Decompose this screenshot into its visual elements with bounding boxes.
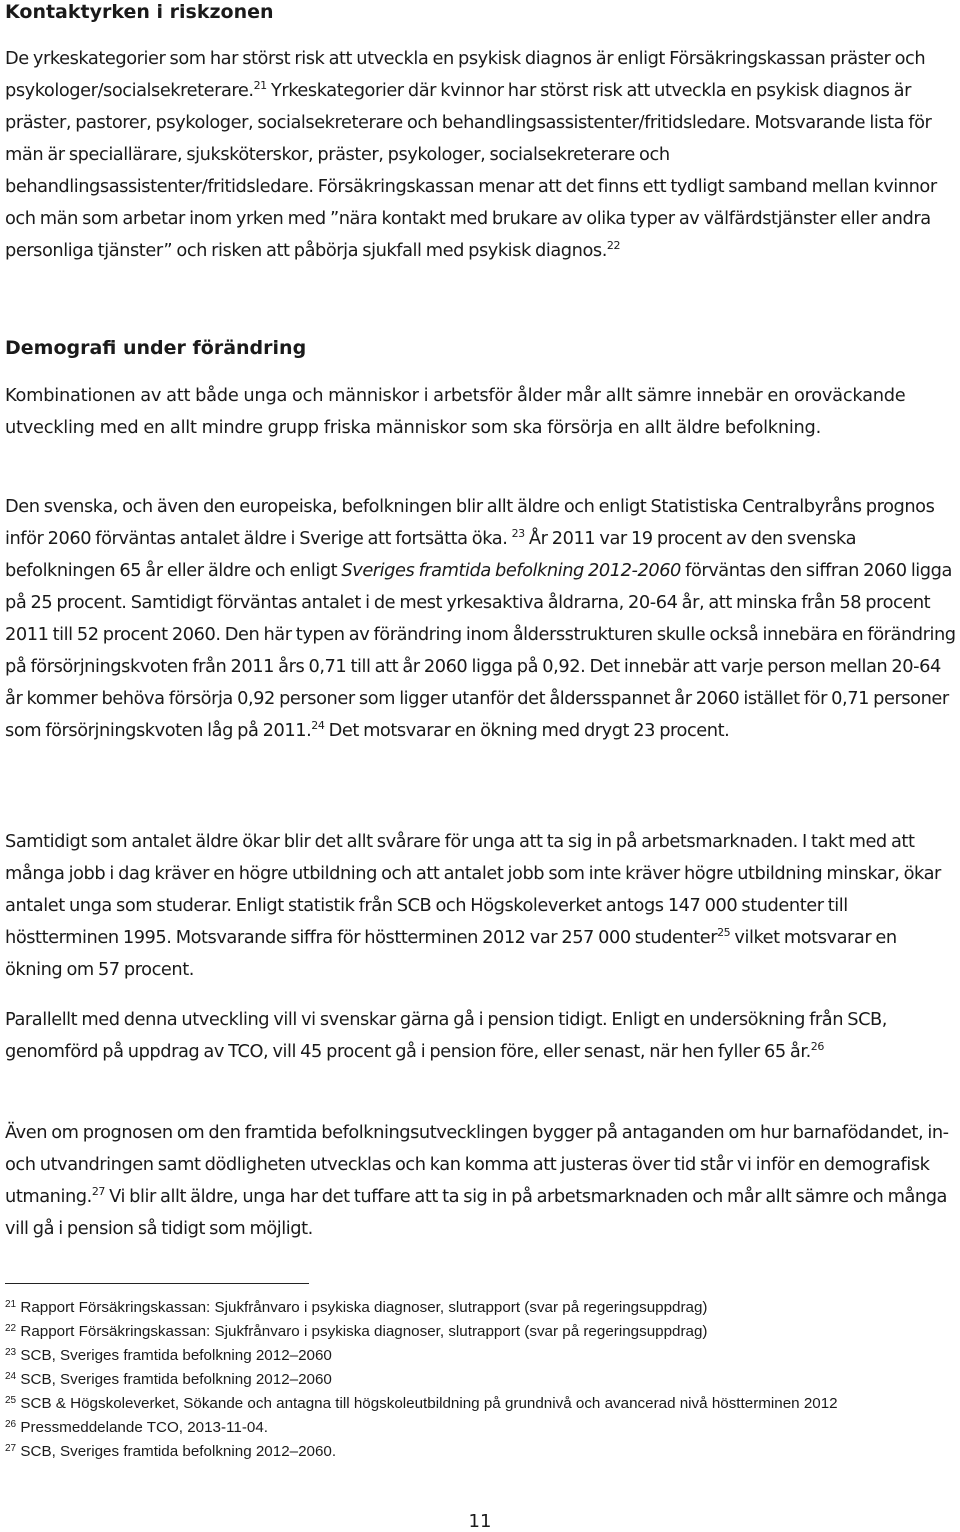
- text-run: År 2011 var 19 procent av den svenska befolkningen 65 år eller äldre och enligt: [5, 528, 857, 581]
- text-run: Parallellt med denna utveckling vill vi svenskar gärna gå i pension tidigt. Enligt en undersökning från SCB, genomförd på uppdrag av TCO, vill 45 procent gå i pension före, eller senast, när hen fyller 65 år.: [5, 1009, 888, 1062]
- paragraph: [5, 1004, 957, 1068]
- footnote-text: SCB, Sveriges framtida befolkning 2012–2060.: [16, 1443, 337, 1460]
- paragraph: Kombinationen av att både unga och människor i arbetsför ålder mår allt sämre innebär en oroväckande utveckling med en allt mindre grupp friska människor som ska försörja en allt äldre befolkning.: [5, 385, 906, 438]
- footnote-ref[interactable]: 27: [91, 1185, 105, 1198]
- footnote-text: SCB, Sveriges framtida befolkning 2012–2060: [16, 1371, 332, 1388]
- footnote-ref[interactable]: 23: [511, 527, 525, 540]
- text-run: Samtidigt som antalet äldre ökar blir det allt svårare för unga att ta sig in på arbetsmarknaden. I takt med att många jobb i dag kräver en högre utbildning och att antalet jobb som inte kräver högre utbildning minskar, ökar antalet unga som studerar. Enligt statistik från SCB och Högskoleverket antogs 147 000 studenter till höstterminen 1995. Motsvarande siffra för höstterminen 2012 var 257 000 studenter: [5, 831, 941, 948]
- footnote-text: Pressmeddelande TCO, 2013-11-04.: [16, 1419, 268, 1436]
- footnote-number: 27: [5, 1443, 17, 1454]
- paragraph: [5, 43, 957, 267]
- page-number: 11: [468, 1511, 492, 1532]
- section-demografi: [5, 336, 957, 360]
- text-run: Det motsvarar en ökning med drygt 23 procent.: [324, 720, 730, 741]
- paragraph-kontaktyrken: [5, 43, 957, 267]
- footnote-item: [5, 1392, 955, 1416]
- footnote-divider: [5, 1283, 309, 1284]
- footnote-text: SCB & Högskoleverket, Sökande och antagna till högskoleutbildning på grundnivå och avancerad nivå höstterminen 2012: [16, 1395, 838, 1412]
- paragraph-prognosen: [5, 1117, 957, 1245]
- footnote-ref[interactable]: 25: [717, 926, 731, 939]
- footnotes: [5, 1296, 955, 1464]
- section-heading: Demografi under förändring: [5, 337, 307, 359]
- footnote-item: [5, 1416, 955, 1440]
- footnote-item: [5, 1440, 955, 1464]
- footnote-number: 24: [5, 1371, 17, 1382]
- footnote-number: 22: [5, 1323, 17, 1334]
- italic-title: Sveriges framtida befolkning 2012-2060: [341, 560, 681, 581]
- footnote-text: Rapport Försäkringskassan: Sjukfrånvaro i psykiska diagnoser, slutrapport (svar på regeringsuppdrag): [16, 1299, 708, 1316]
- paragraph-pension: [5, 1004, 957, 1068]
- footnote-number: 26: [5, 1419, 17, 1430]
- paragraph: [5, 826, 957, 986]
- footnote-text: Rapport Försäkringskassan: Sjukfrånvaro i psykiska diagnoser, slutrapport (svar på regeringsuppdrag): [16, 1323, 708, 1340]
- text-run: förväntas den siffran 2060 ligga på 25 procent. Samtidigt förväntas antalet i de mest yrkesaktiva åldrarna, 20-64 år, att minska från 58 procent 2011 till 52 procent 2060. Den här typen av förändring inom åldersstrukturen skulle också innebära en förändring på försörjningskvoten från 2011 års 0,71 till att år 2060 ligga på 0,92. Det innebär att varje person mellan 20-64 år kommer behöva försörja 0,92 personer som ligger utanför det åldersspannet år 2060 istället för 0,71 personer som försörjningskvoten låg på 2011.: [5, 560, 956, 741]
- footnote-ref[interactable]: 26: [810, 1040, 824, 1053]
- footnote-ref[interactable]: 24: [311, 719, 325, 732]
- paragraph-arbetsmarknaden: [5, 826, 957, 986]
- text-run: vilket motsvarar en ökning om 57 procent.: [5, 927, 897, 980]
- footnote-ref[interactable]: 21: [253, 79, 267, 92]
- paragraph-befolkningen: [5, 491, 957, 747]
- footnote-item: [5, 1320, 955, 1344]
- paragraph: [5, 491, 957, 747]
- text-run: Den svenska, och även den europeiska, befolkningen blir allt äldre och enligt Statistiska Centralbyråns prognos inför 2060 förväntas antalet äldre i Sverige att fortsätta öka.: [5, 496, 935, 549]
- footnote-number: 21: [5, 1299, 17, 1310]
- text-run: Vi blir allt äldre, unga har det tuffare att ta sig in på arbetsmarknaden och mår allt sämre och många vill gå i pension så tidigt som möjligt.: [5, 1186, 948, 1239]
- text-run: Yrkeskategorier där kvinnor har störst risk att utveckla en psykisk diagnos är präster, pastorer, psykologer, socialsekreterare och behandlingsassistenter/fritidsledare. Motsvarande lista för män är speciallärare, sjuksköterskor, präster, psykologer, socialsekreterare och behandlingsassistenter/fritidsledare. Försäkringskassan menar att det finns ett tydligt samband mellan kvinnor och män som arbetar inom yrken med ”nära kontakt med brukare av olika typer av välfärdstjänster eller andra personliga tjänster” och risken att påbörja sjukfall med psykisk diagnos.: [5, 80, 937, 261]
- text-run: De yrkeskategorier som har störst risk att utveckla en psykisk diagnos är enligt Försäkringskassan präster och psykologer/socialsekreterare.: [5, 48, 926, 101]
- footnote-item: [5, 1344, 955, 1368]
- footnote-ref[interactable]: 22: [606, 239, 621, 252]
- footnote-number: 23: [5, 1347, 17, 1358]
- text-run: Även om prognosen om den framtida befolkningsutvecklingen bygger på antaganden om hur barnafödandet, in- och utvandringen samt dödligheten utvecklas och kan komma att justeras över tid står vi inför en demografisk utmaning.: [5, 1122, 949, 1207]
- footnote-text: SCB, Sveriges framtida befolkning 2012–2060: [16, 1347, 332, 1364]
- section-heading: Kontaktyrken i riskzonen: [5, 1, 274, 23]
- footnote-item: [5, 1368, 955, 1392]
- section-kontaktyrken: [5, 0, 957, 24]
- footnote-number: 25: [5, 1395, 17, 1406]
- paragraph: [5, 1117, 957, 1245]
- paragraph-kombinationen: [5, 380, 957, 444]
- footnote-item: [5, 1296, 955, 1320]
